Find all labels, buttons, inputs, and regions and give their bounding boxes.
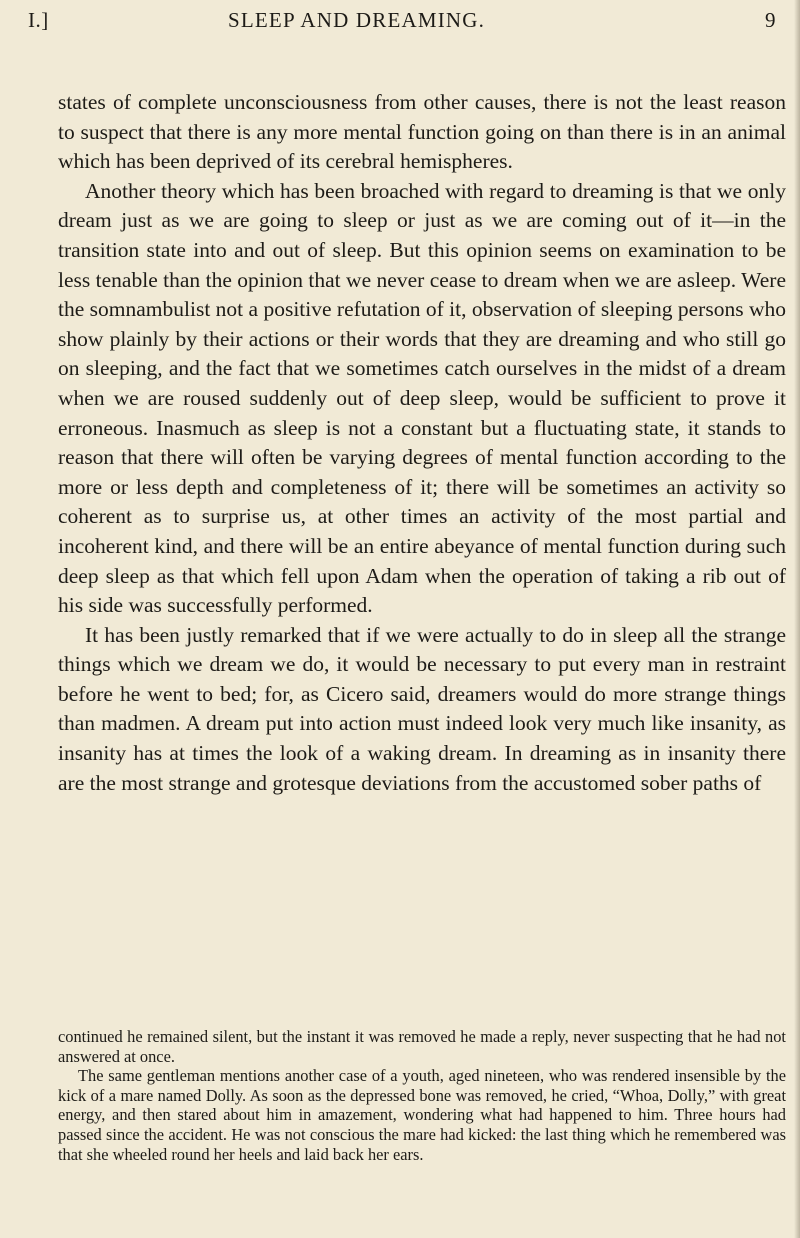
- small-paragraph-continued: continued he remained silent, but the instant it was removed he made a reply, never suspecting that he had not answered at once.: [58, 1027, 786, 1066]
- main-text: [58, 88, 786, 798]
- chapter-marker: I.]: [28, 8, 49, 32]
- paragraph-insanity: It has been justly remarked that if we were actually to do in sleep all the strange things which we dream we do, it would be necessary to put every man in restraint before he went to bed; for, as Cicero said, dreamers would do more strange things than madmen. A dream put into action must indeed look very much like insanity, as insanity has at times the look of a waking dream. In dreaming as in insanity there are the most strange and grotesque deviations from the accustomed sober paths of: [58, 622, 786, 795]
- running-head: [28, 8, 776, 48]
- small-paragraph-dolly: The same gentleman mentions another case of a youth, aged nineteen, who was rendered insensible by the kick of a mare named Dolly. As soon as the depressed bone was removed, he cried, “Whoa, Dolly,” with great energy, and then stared about him in amazement, wondering what had happened to him. Three hours had passed since the accident. He was not conscious the mare had kicked: the last thing which he remembered was that she wheeled round her heels and laid back her ears.: [58, 1066, 786, 1164]
- paragraph-theory: Another theory which has been broached with regard to dreaming is that we only dream just as we are going to sleep or just as we are coming out of it—in the transition state into and out of sleep. But this opinion seems on examination to be less tenable than the opinion that we never cease to dream when we are asleep. Were the somnambulist not a positive refutation of it, observation of sleeping persons who show plainly by their actions or their words that they are dreaming and who still go on sleeping, and the fact that we sometimes catch ourselves in the midst of a dream when we are roused suddenly out of deep sleep, would be sufficient to prove it erroneous. Inasmuch as sleep is not a constant but a fluctuating state, it stands to reason that there will often be varying degrees of mental function according to the more or less depth and completeness of it; there will be sometimes an activity so coherent as to surprise us, at other times an activity of the most partial and incoherent kind, and there will be an entire abeyance of mental function during such deep sleep as that which fell upon Adam when the operation of taking a rib out of his side was successfully performed.: [58, 178, 786, 618]
- page-edge-shadow: [794, 0, 800, 1238]
- small-print-passage: [58, 1027, 786, 1164]
- page-number: 9: [765, 8, 776, 32]
- running-title: SLEEP AND DREAMING.: [228, 8, 486, 32]
- paragraph-continued: states of complete unconsciousness from other causes, there is not the least reason to suspect that there is any more mental function going on than there is in an animal which has been deprived of its cerebral hemispheres.: [58, 90, 786, 174]
